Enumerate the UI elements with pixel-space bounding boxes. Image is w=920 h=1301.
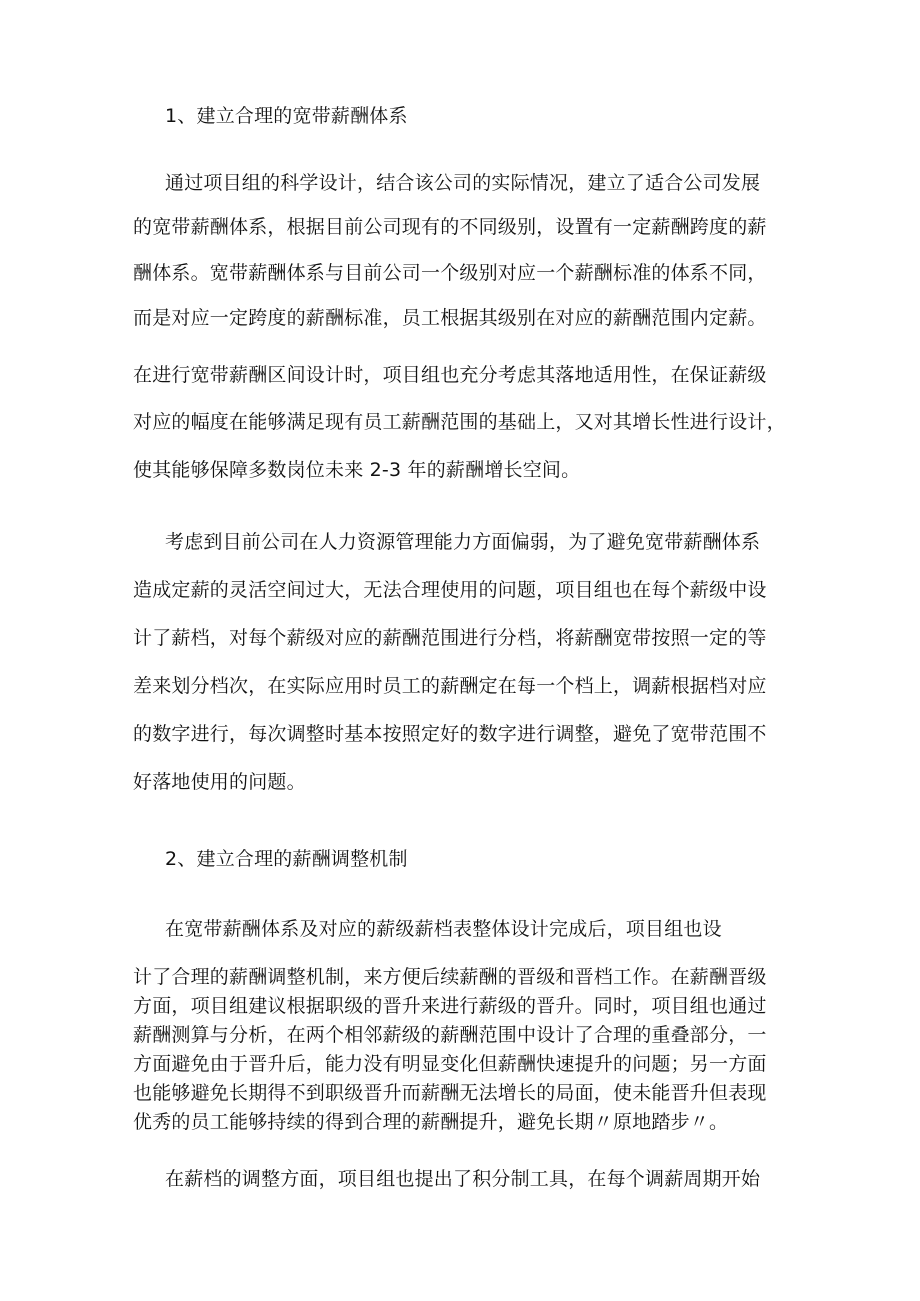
section-2-heading: 2、建立合理的薪酬调整机制 xyxy=(165,848,408,870)
paragraph-line: 优秀的员工能够持续的得到合理的薪酬提升，避免长期〃原地踏步〃。 xyxy=(133,1111,729,1133)
paragraph-line: 好落地使用的问题。 xyxy=(133,771,306,793)
paragraph-line: 在进行宽带薪酬区间设计时，项目组也充分考虑其落地适用性，在保证薪级 xyxy=(133,364,767,386)
paragraph-line: 的数字进行，每次调整时基本按照定好的数字进行调整，避免了宽带范围不 xyxy=(133,723,767,745)
paragraph-line: 计了合理的薪酬调整机制，来方便后续薪酬的晋级和晋档工作。在薪酬晋级 xyxy=(133,966,767,988)
paragraph-line: 造成定薪的灵活空间过大，无法合理使用的问题，项目组也在每个薪级中设 xyxy=(133,579,767,601)
paragraph-line: 考虑到目前公司在人力资源管理能力方面偏弱，为了避免宽带薪酬体系 xyxy=(165,531,761,553)
section-2-paragraph-2-line: 在薪档的调整方面，项目组也提出了积分制工具，在每个调薪周期开始 xyxy=(165,1168,761,1190)
paragraph-line: 对应的幅度在能够满足现有员工薪酬范围的基础上，又对其增长性进行设计， xyxy=(133,411,786,433)
paragraph-line: 酬体系。宽带薪酬体系与目前公司一个级别对应一个薪酬标准的体系不同， xyxy=(133,262,767,284)
paragraph-line: 通过项目组的科学设计，结合该公司的实际情况，建立了适合公司发展 xyxy=(165,172,761,194)
paragraph-line: 计了薪档，对每个薪级对应的薪酬范围进行分档，将薪酬宽带按照一定的等 xyxy=(133,627,767,649)
paragraph-line: 而是对应一定跨度的薪酬标准，员工根据其级别在对应的薪酬范围内定薪。 xyxy=(133,307,767,329)
section-1-heading: 1、建立合理的宽带薪酬体系 xyxy=(165,105,408,127)
paragraph-line: 薪酬测算与分析，在两个相邻薪级的薪酬范围中设计了合理的重叠部分，一 xyxy=(133,1024,767,1046)
paragraph-line: 在宽带薪酬体系及对应的薪级薪档表整体设计完成后，项目组也设 xyxy=(165,918,722,940)
paragraph-line: 方面，项目组建议根据职级的晋升来进行薪级的晋升。同时，项目组也通过 xyxy=(133,995,767,1017)
paragraph-line: 的宽带薪酬体系，根据目前公司现有的不同级别，设置有一定薪酬跨度的薪 xyxy=(133,216,767,238)
paragraph-line: 差来划分档次，在实际应用时员工的薪酬定在每一个档上，调薪根据档对应 xyxy=(133,675,767,697)
paragraph-line: 方面避免由于晋升后，能力没有明显变化但薪酬快速提升的问题；另一方面 xyxy=(133,1053,767,1075)
paragraph-line: 使其能够保障多数岗位未来 2-3 年的薪酬增长空间。 xyxy=(133,459,581,481)
paragraph-line: 也能够避免长期得不到职级晋升而薪酬无法增长的局面，使未能晋升但表现 xyxy=(133,1082,767,1104)
